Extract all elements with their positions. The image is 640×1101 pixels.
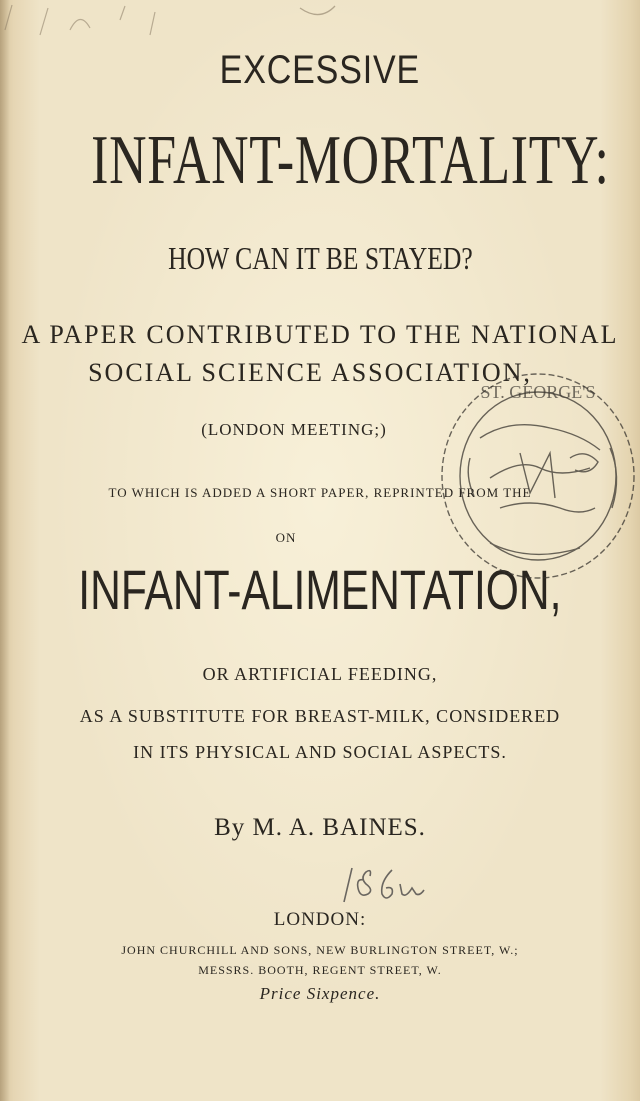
library-stamp [430,358,640,588]
intro-on: ON [275,530,297,545]
imprint-publisher-1: JOHN CHURCHILL AND SONS, NEW BURLINGTON STREET, W.; [121,943,519,957]
imprint-place: LONDON: [273,909,367,930]
subtitle-line-2: AS A SUBSTITUTE FOR BREAST-MILK, CONSIDERED [79,706,561,726]
handwritten-year [330,860,430,910]
intro-line-1: A PAPER CONTRIBUTED TO THE NATIONAL [21,320,619,349]
stamp-label: ST. GEORGE'S [480,382,596,402]
title-line-2: INFANT-MORTALITY: [91,122,610,199]
imprint-price: Price Sixpence. [259,984,381,1003]
faint-handwriting-marks [0,0,640,40]
subtitle-line-3: IN ITS PHYSICAL AND SOCIAL ASPECTS. [133,742,507,762]
title-line-1: EXCESSIVE [219,48,421,92]
intro-meeting: (LONDON MEETING;) [201,420,387,439]
author-line: By M. A. BAINES. [214,814,426,841]
subtitle-main: INFANT-ALIMENTATION, [78,558,562,621]
imprint-publisher-2: MESSRS. BOOTH, REGENT STREET, W. [198,963,442,977]
intro-line-2: SOCIAL SCIENCE ASSOCIATION, [88,358,532,387]
subtitle-line-1: OR ARTIFICIAL FEEDING, [202,664,438,684]
intro-added: TO WHICH IS ADDED A SHORT PAPER, REPRINTED FROM THE [108,485,532,500]
title-line-3: HOW CAN IT BE STAYED? [167,240,473,276]
